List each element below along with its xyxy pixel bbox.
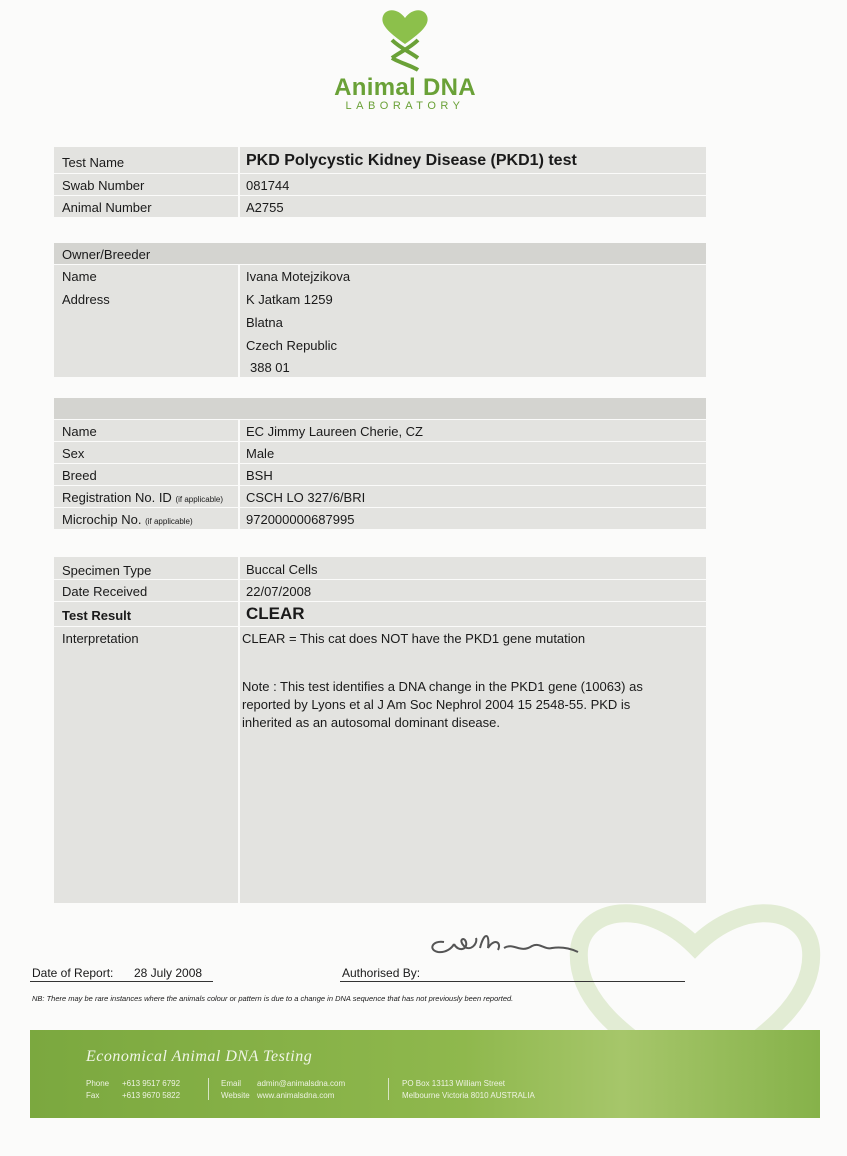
signature-line [340,981,685,982]
date-received-label: Date Received [62,584,148,599]
fax-value: +613 9670 5822 [122,1091,181,1100]
interpretation-label: Interpretation [62,631,139,646]
phone-label: Phone [86,1079,110,1088]
test-result-label: Test Result [62,608,132,623]
breed-value: BSH [246,468,273,483]
animal-number-label: Animal Number [62,200,152,215]
animal-table [54,398,706,529]
table-row [54,419,706,441]
date-received-value: 22/07/2008 [246,584,312,599]
table-row [54,441,706,463]
table-row [54,601,706,626]
breed-label: Breed [62,468,97,483]
table-row [54,626,706,897]
fax-label: Fax [86,1091,100,1100]
lab-logo [320,6,490,124]
footer-banner [30,1030,820,1118]
swab-number-label: Swab Number [62,178,145,193]
test-name-value: PKD Polycystic Kidney Disease (PKD1) test [246,152,577,169]
report-date-label: Date of Report: [32,966,114,980]
sex-label: Sex [62,446,85,461]
note-line: inherited as an autosomal dominant disease. [242,715,500,730]
registration-label: Registration No. ID [62,490,172,505]
website-link[interactable]: www.animalsdna.com [257,1091,335,1100]
result-table [54,556,706,903]
table-row [54,485,706,507]
table-row [54,173,706,195]
test-info-table [54,146,706,217]
note-line: reported by Lyons et al J Am Soc Nephrol 2004 15 2548-55. PKD is [242,697,631,712]
footer-contact-web [221,1078,345,1102]
table-row [54,195,706,217]
signature-icon [424,928,584,964]
address-line: K Jatkam 1259 [246,292,333,307]
owner-name-label: Name [62,269,97,284]
swab-number-value: 081744 [246,178,290,193]
animal-name-value: EC Jimmy Laureen Cherie, CZ [246,424,423,439]
microchip-note: (if applicable) [145,517,193,526]
microchip-value: 972000000687995 [246,512,355,527]
test-name-label: Test Name [62,155,125,170]
test-result-value: CLEAR [246,604,305,623]
specimen-label: Specimen Type [62,563,152,578]
authorised-label: Authorised By: [342,966,421,980]
footer-address [402,1078,535,1102]
sex-value: Male [246,446,275,461]
note-line: Note : This test identifies a DNA change in the PKD1 gene (10063) as [242,679,643,694]
microchip-label: Microchip No. [62,512,142,527]
registration-value: CSCH LO 327/6/BRI [246,490,366,505]
address-line: 388 01 [250,360,290,375]
report-date-line [30,981,213,982]
footer-contact-phone [86,1078,180,1102]
table-row [54,507,706,529]
animal-name-label: Name [62,424,97,439]
table-row [54,146,706,173]
address-line: Czech Republic [246,338,338,353]
nb-disclaimer: NB: There may be rare instances where the animals colour or pattern is due to a change in DNA sequence that has not previously been reported. [32,994,514,1003]
table-row [54,264,706,286]
owner-header [54,243,706,264]
interpretation-value: CLEAR = This cat does NOT have the PKD1 gene mutation [242,631,586,646]
email-link[interactable]: admin@animalsdna.com [257,1079,346,1088]
owner-table [54,243,706,377]
brand-subtitle: LABORATORY [345,100,465,112]
footer-address-line: Melbourne Victoria 8010 AUSTRALIA [402,1091,535,1100]
email-label: Email [221,1079,242,1088]
owner-name-value: Ivana Motejzikova [246,269,351,284]
table-row [54,579,706,601]
address-label: Address [62,292,110,307]
registration-note: (if applicable) [175,495,224,504]
dna-heart-icon [378,6,432,72]
footer-address-line: PO Box 13113 William Street [402,1079,506,1088]
table-row [54,463,706,485]
specimen-value: Buccal Cells [246,562,318,577]
owner-header-label: Owner/Breeder [62,247,151,262]
footer-tagline: Economical Animal DNA Testing [86,1048,313,1065]
brand-name: Animal DNA [334,74,476,101]
animal-number-value: A2755 [246,200,284,215]
animal-header [54,398,706,419]
report-date-value: 28 July 2008 [134,966,203,980]
website-label: Website [221,1091,250,1100]
table-row [54,556,706,579]
address-line: Blatna [246,315,283,330]
phone-value: +613 9517 6792 [122,1079,181,1088]
